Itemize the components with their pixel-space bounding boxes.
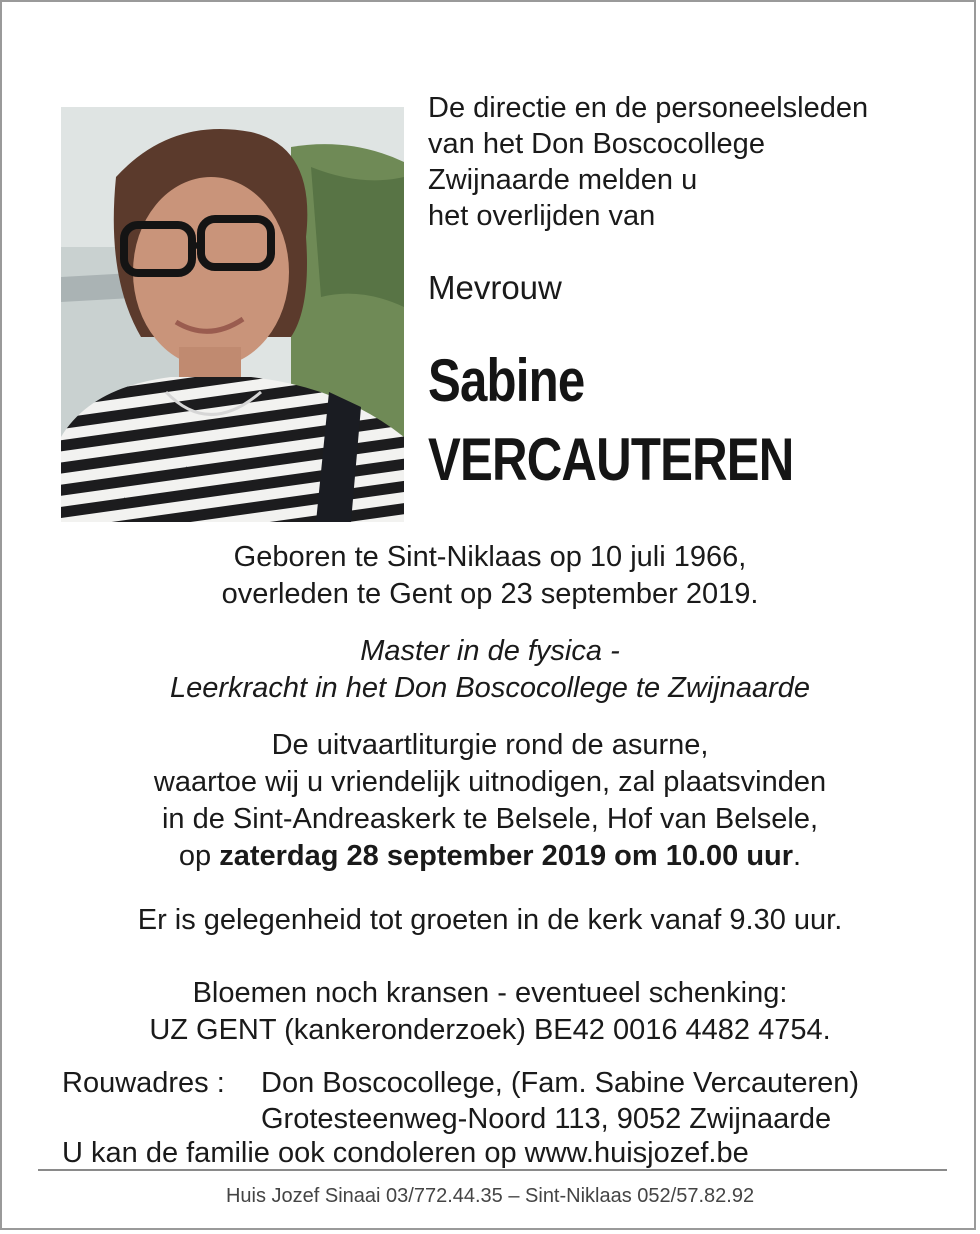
profession-info bbox=[2, 633, 978, 707]
ceremony-date: zaterdag 28 september 2019 om 10.00 uur bbox=[219, 840, 794, 872]
ceremony-info bbox=[2, 727, 978, 875]
ceremony-line: waartoe wij u vriendelijk uitnodigen, zal plaatsvinden bbox=[153, 766, 827, 798]
donation-line: UZ GENT (kankeronderzoek) BE42 0016 4482 4754. bbox=[149, 1014, 831, 1046]
ceremony-date-prefix: op bbox=[178, 840, 220, 872]
birth-death-info bbox=[2, 539, 978, 613]
announcement-intro bbox=[428, 90, 868, 234]
flowers-line: Bloemen noch kransen - eventueel schenking: bbox=[192, 977, 788, 1009]
honorific: Mevrouw bbox=[428, 269, 562, 306]
intro-line: De directie en de personeelsleden bbox=[428, 92, 869, 124]
profession-line: Leerkracht in het Don Boscocollege te Zwijnaarde bbox=[170, 672, 810, 704]
intro-line: het overlijden van bbox=[428, 200, 656, 232]
flowers-info bbox=[2, 975, 978, 1049]
greeting-info bbox=[2, 902, 978, 939]
last-name: VERCAUTEREN bbox=[428, 426, 794, 493]
ceremony-date-line bbox=[2, 838, 978, 875]
intro-line: Zwijnaarde melden u bbox=[428, 164, 698, 196]
profession-line: Master in de fysica - bbox=[360, 635, 620, 667]
first-name: Sabine bbox=[428, 347, 585, 414]
address-line: Don Boscocollege, (Fam. Sabine Vercauteren) bbox=[261, 1067, 860, 1099]
portrait-photo bbox=[61, 107, 404, 522]
ceremony-line: De uitvaartliturgie rond de asurne, bbox=[271, 729, 709, 761]
death-line: overleden te Gent op 23 september 2019. bbox=[221, 578, 759, 610]
ceremony-line: in de Sint-Andreaskerk te Belsele, Hof van Belsele, bbox=[161, 803, 819, 835]
greeting-line: Er is gelegenheid tot groeten in de kerk vanaf 9.30 uur. bbox=[137, 904, 843, 936]
footer-divider bbox=[38, 1169, 947, 1171]
funeral-home-footer: Huis Jozef Sinaai 03/772.44.35 – Sint-Niklaas 052/57.82.92 bbox=[225, 1185, 755, 1207]
address-block bbox=[261, 1065, 859, 1137]
portrait-illustration bbox=[61, 107, 404, 522]
condolence-line: U kan de familie ook condoleren op www.huisjozef.be bbox=[62, 1137, 749, 1169]
address-label: Rouwadres : bbox=[62, 1067, 225, 1099]
address-line: Grotesteenweg-Noord 113, 9052 Zwijnaarde bbox=[261, 1103, 832, 1135]
birth-line: Geboren te Sint-Niklaas op 10 juli 1966, bbox=[233, 541, 747, 573]
ceremony-date-suffix: . bbox=[793, 840, 802, 872]
intro-line: van het Don Boscocollege bbox=[428, 128, 765, 160]
